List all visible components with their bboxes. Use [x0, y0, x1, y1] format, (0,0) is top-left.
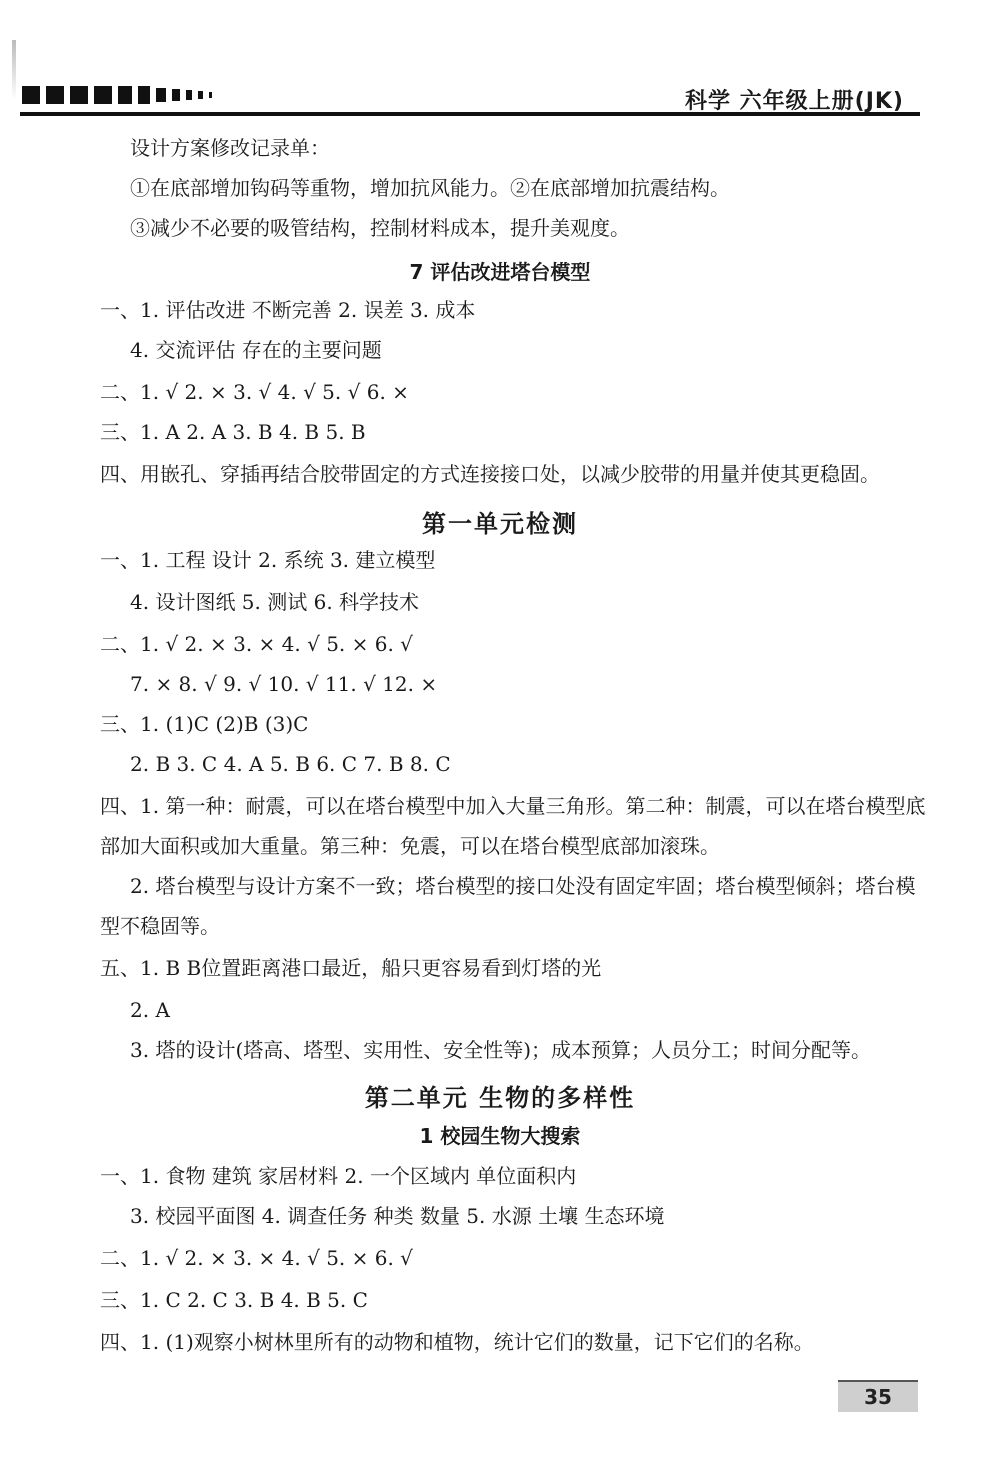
- header-rule: [20, 112, 920, 116]
- unit-heading: 第二单元 生物的多样性: [364, 1083, 636, 1112]
- text-line: 三、1. A 2. A 3. B 4. B 5. B: [100, 420, 366, 444]
- text-line: 设计方案修改记录单：: [130, 136, 330, 160]
- text-line: 一、1. 食物 建筑 家居材料 2. 一个区域内 单位面积内: [100, 1164, 577, 1188]
- text-line: ①在底部增加钩码等重物，增加抗风能力。②在底部增加抗震结构。: [130, 176, 730, 200]
- text-line: 4. 交流评估 存在的主要问题: [130, 338, 382, 362]
- unit-test-heading: 第一单元检测: [422, 509, 578, 538]
- text-line: 三、1. C 2. C 3. B 4. B 5. C: [100, 1288, 368, 1312]
- text-line: 四、1. 第一种：耐震，可以在塔台模型中加入大量三角形。第二种：制震，可以在塔台模型底: [100, 794, 926, 818]
- text-line: 部加大面积或加大重量。第三种：免震，可以在塔台模型底部加滚珠。: [100, 834, 720, 858]
- page-edge-shadow: [12, 40, 16, 100]
- text-line: 二、1. √ 2. × 3. √ 4. √ 5. √ 6. ×: [100, 380, 409, 404]
- text-line: 2. 塔台模型与设计方案不一致；塔台模型的接口处没有固定牢固；塔台模型倾斜；塔台模: [130, 874, 916, 898]
- text-line: 一、1. 工程 设计 2. 系统 3. 建立模型: [100, 548, 436, 572]
- text-line: 2. B 3. C 4. A 5. B 6. C 7. B 8. C: [130, 752, 451, 776]
- text-line: 二、1. √ 2. × 3. × 4. √ 5. × 6. √: [100, 632, 413, 656]
- text-line: 4. 设计图纸 5. 测试 6. 科学技术: [130, 590, 420, 614]
- text-line: 3. 校园平面图 4. 调查任务 种类 数量 5. 水源 土壤 生态环境: [130, 1204, 665, 1228]
- text-line: 五、1. B B位置距离港口最近，船只更容易看到灯塔的光: [100, 956, 602, 980]
- text-line: 一、1. 评估改进 不断完善 2. 误差 3. 成本: [100, 298, 476, 322]
- text-line: 型不稳固等。: [100, 914, 220, 938]
- section-heading: 1 校园生物大搜索: [419, 1124, 581, 1148]
- text-line: 2. A: [130, 998, 170, 1022]
- text-line: 四、用嵌孔、穿插再结合胶带固定的方式连接接口处，以减少胶带的用量并使其更稳固。: [100, 462, 880, 486]
- page-number: 35: [838, 1380, 918, 1412]
- header-title: 科学 六年级上册(JK): [684, 89, 904, 114]
- text-line: 7. × 8. √ 9. √ 10. √ 11. √ 12. ×: [130, 672, 438, 696]
- text-line: 3. 塔的设计(塔高、塔型、实用性、安全性等)；成本预算；人员分工；时间分配等。: [130, 1038, 872, 1062]
- text-line: 三、1. (1)C (2)B (3)C: [100, 712, 309, 736]
- text-line: ③减少不必要的吸管结构，控制材料成本，提升美观度。: [130, 216, 630, 240]
- text-line: 二、1. √ 2. × 3. × 4. √ 5. × 6. √: [100, 1246, 413, 1270]
- header-decoration-bars: [22, 84, 212, 106]
- text-line: 四、1. (1)观察小树林里所有的动物和植物，统计它们的数量，记下它们的名称。: [100, 1330, 814, 1354]
- section-heading: 7 评估改进塔台模型: [409, 260, 591, 284]
